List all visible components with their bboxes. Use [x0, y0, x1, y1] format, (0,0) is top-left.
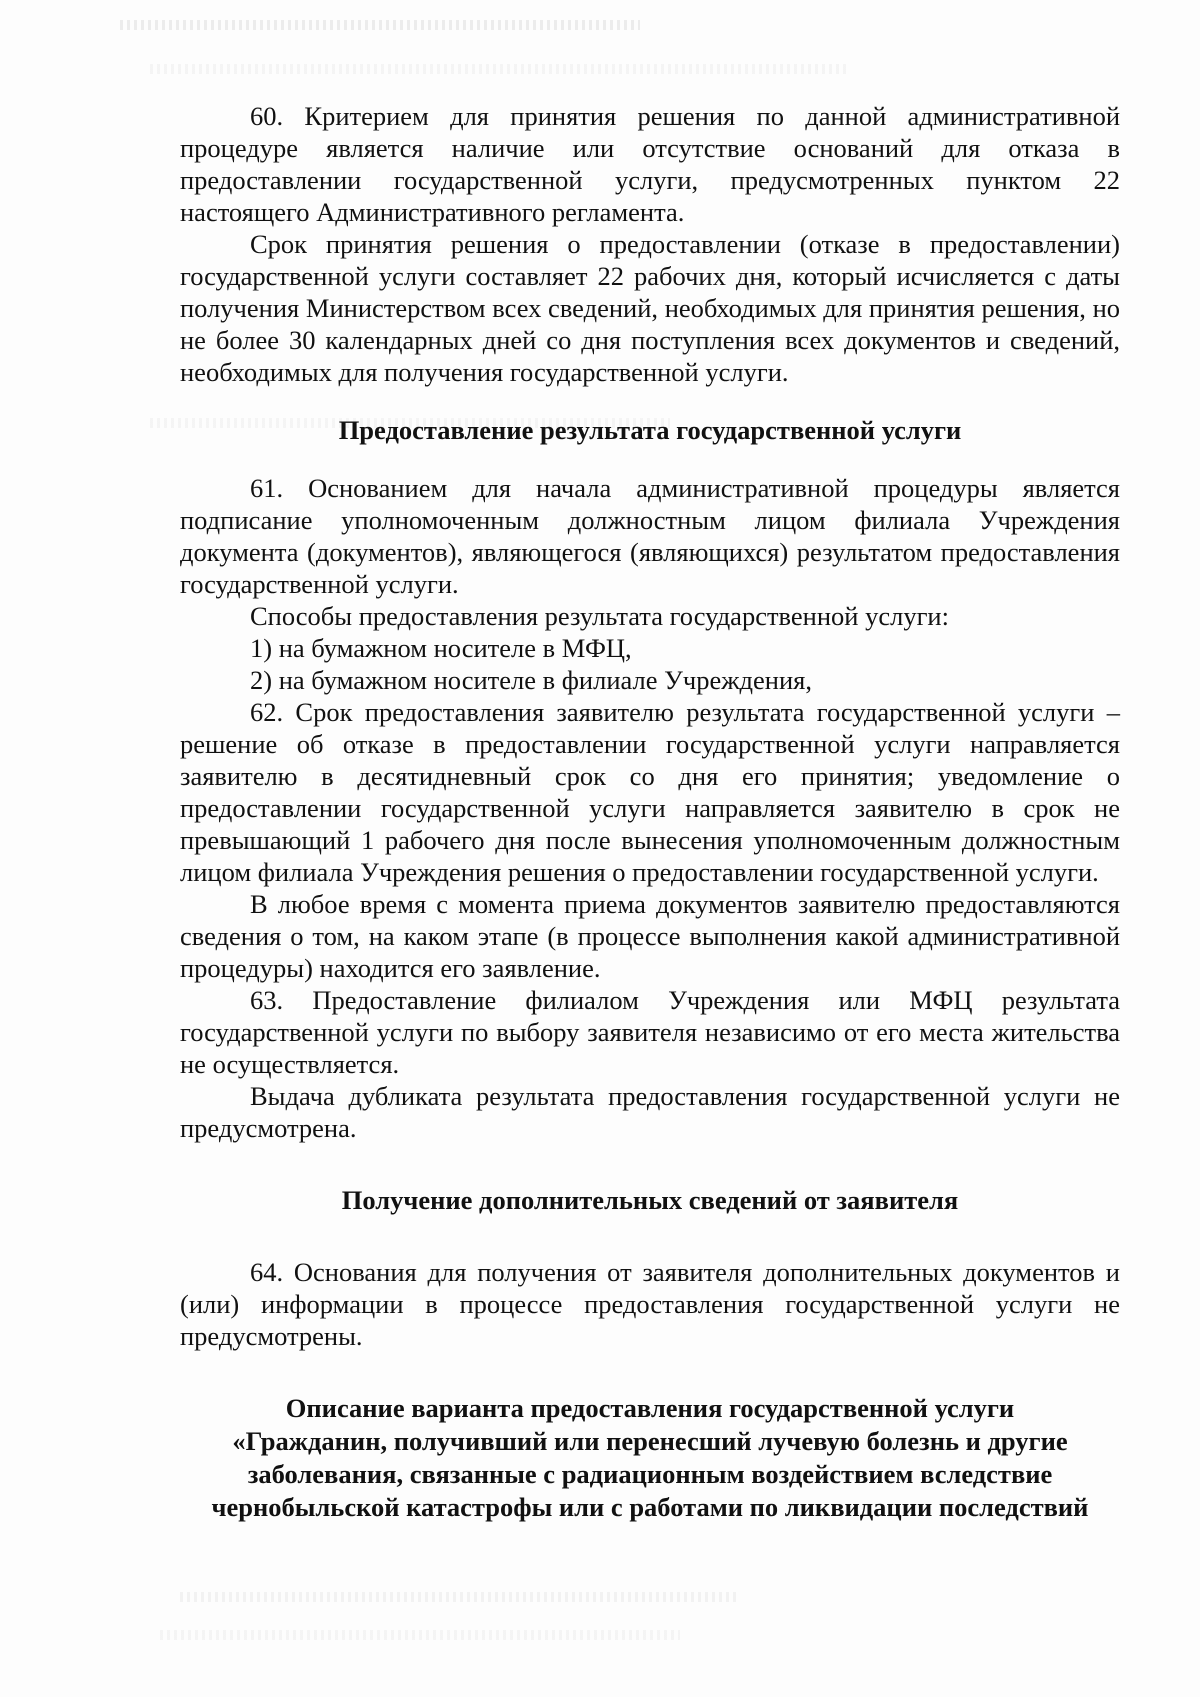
paragraph-64-grounds: 64. Основания для получения от заявителя дополнительных документов и (или) информации в процессе предоставления государственной услуги не предусмотрены. [180, 1257, 1120, 1351]
scan-noise [120, 20, 640, 30]
scan-noise [180, 1592, 740, 1602]
paragraph-61-basis: 61. Основанием для начала административной процедуры является подписание уполномоченным должностным лицом филиала Учреждения документа (документов), являющегося (являющихся) результатом предоставления государственной услуги. [180, 473, 1120, 599]
paragraph-60-deadline: Срок принятия решения о предоставлении (отказе в предоставлении) государственной услуги составляет 22 рабочих дня, который исчисляется с даты получения Министерством всех сведений, необходимых для принятия решения, но не более 30 календарных дней со дня поступления всех документов и сведений, необходимых для получения государственной услуги. [180, 229, 1120, 387]
paragraph-63-duplicate: Выдача дубликата результата предоставления государственной услуги не предусмотрена. [180, 1081, 1120, 1143]
variant-heading-line-2: «Гражданин, получивший или перенесший лучевую болезнь и другие [232, 1426, 1068, 1456]
document-body [180, 100, 1120, 1524]
scan-noise [160, 1630, 680, 1640]
variant-heading-line-4: чернобыльской катастрофы или с работами по ликвидации последствий [211, 1492, 1089, 1522]
variant-heading-line-1: Описание варианта предоставления государственной услуги [285, 1393, 1015, 1423]
paragraph-62-status: В любое время с момента приема документов заявителю предоставляются сведения о том, на каком этапе (в процессе выполнения какой административной процедуры) находится его заявление. [180, 889, 1120, 983]
list-item-mfc: 1) на бумажном носителе в МФЦ, [250, 633, 632, 663]
variant-heading-line-3: заболевания, связанные с радиационным воздействием вследствие [247, 1459, 1053, 1489]
paragraph-63-location: 63. Предоставление филиалом Учреждения или МФЦ результата государственной услуги по выбору заявителя независимо от его места жительства не осуществляется. [180, 985, 1120, 1079]
scan-noise [150, 64, 850, 74]
section-heading-variant [180, 1392, 1120, 1524]
paragraph-62-deadline: 62. Срок предоставления заявителю результата государственной услуги – решение об отказе в предоставлении государственной услуги направляется заявителю в десятидневный срок со дня его принятия; уведомление о предоставлении государственной услуги направляется заявителю в срок не превышающий 1 рабочего дня после вынесения уполномоченным должностным лицом филиала Учреждения решения о предоставлении государственной услуги. [180, 697, 1120, 887]
section-heading-result: Предоставление результата государственной услуги [338, 415, 962, 445]
section-heading-additional-info: Получение дополнительных сведений от заявителя [341, 1185, 959, 1215]
paragraph-61-methods: Способы предоставления результата государственной услуги: [250, 601, 949, 631]
list-item-branch: 2) на бумажном носителе в филиале Учреждения, [250, 665, 812, 695]
paragraph-60-criteria: 60. Критерием для принятия решения по данной административной процедуре является наличие или отсутствие оснований для отказа в предоставлении государственной услуги, предусмотренных пунктом 22 настоящего Административного регламента. [180, 101, 1120, 227]
